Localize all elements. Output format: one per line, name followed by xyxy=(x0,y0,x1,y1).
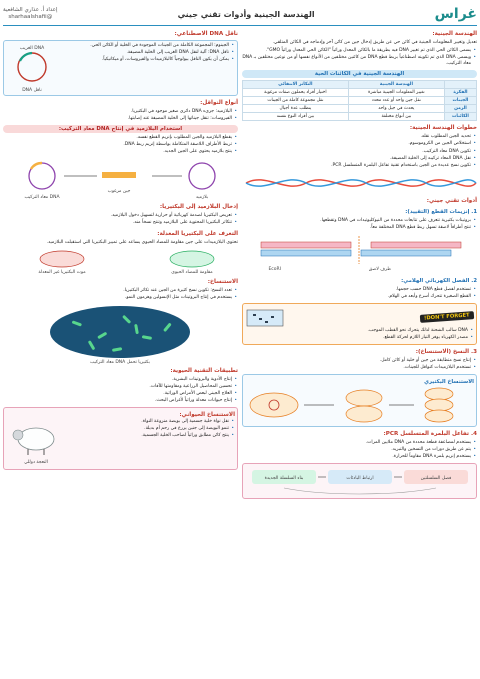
list-item: • تنمو البويضة إلى جنين يزرع في رحم أم بديلة. xyxy=(69,426,229,432)
cloning-diagram-title: الاستنساخ البكتيري xyxy=(424,379,474,386)
list-item: • يسمى الكائن الحي الذي تم تغيير DNA فيه بطريقة ما بالكائن المعدل وراثياً "الكائن الحي المعدل وراثياً GMO". xyxy=(242,48,471,54)
table-cell: اختيار أفراد يحملون صفات مرغوبة xyxy=(243,89,349,97)
enzyme-label: EcoRI xyxy=(268,266,281,272)
restriction-cut-diagram xyxy=(242,234,477,274)
cloning-points xyxy=(242,358,477,372)
list-item: • تعدد النسخ: تكوين نسخ كثيرة من الجين عند تكاثر البكتيريا. xyxy=(3,288,232,294)
table-cell: تغيير المعلومات الجينية مباشرة xyxy=(348,89,444,97)
list-item: • إنتاج حيوانات معدلة وراثياً لأغراض البحث. xyxy=(3,398,232,404)
list-item: • يستخدم في إنتاج البروتينات مثل الإنسولين وهرمون النمو. xyxy=(3,295,232,301)
list-item: • يقطع البلازميد والجين المطلوب بإنزيم القطع نفسه. xyxy=(3,135,232,141)
steps-list xyxy=(242,134,477,169)
plasmid-banner: استخدام البلازميد في إنتاج DNA معاد التركيب: xyxy=(3,125,238,133)
list-item: • البلازميد: جزيء DNA دائري صغير موجود في البكتيريا. xyxy=(3,109,232,115)
table-cell: نقل جين واحد أو عدد محدد xyxy=(348,97,444,105)
list-item: • بروتينات بكتيرية تتعرف على تتابعات محددة من النيوكليوتيدات في DNA وتقطعها. xyxy=(242,218,471,224)
recombinant-label: DNA معاد التركيب xyxy=(24,195,60,201)
selection-diagram xyxy=(3,249,238,275)
page-title: الهندسة الجينية وأدوات تقني جيني xyxy=(177,9,315,19)
pcr-step-extend: بناء السلسلة الجديدة xyxy=(264,476,304,482)
list-item: • تربط الأطراف اللاصقة المتكاملة بواسطة إنزيم ربط DNA. xyxy=(3,142,232,148)
gel-points xyxy=(242,287,477,301)
genetic-engineering-points xyxy=(242,48,477,68)
section-genetic-engineering-title: الهندسة الجينية: xyxy=(432,31,477,37)
author-info xyxy=(3,7,58,20)
list-item: • إنتاج نسخ متطابقة من جين أو خلية أو كائن كامل. xyxy=(242,358,471,364)
list-item: • الجينوم: المجموعة الكاملة من الجينات الموجودة في الخلية أو الكائن الحي. xyxy=(61,43,229,49)
vector-types-points xyxy=(3,109,238,123)
gene-label: جين مرغوب xyxy=(107,189,131,195)
list-item: • يتم عن طريق دورات من التسخين والتبريد. xyxy=(242,447,471,453)
pcr-steps-box xyxy=(242,463,477,499)
section-cloning-title: 3. النسخ (الاستنساخ): xyxy=(415,349,477,356)
list-item: • يستخدم إنزيم بلمرة DNA مقاوماً للحرارة. xyxy=(242,454,471,460)
pcr-points xyxy=(242,440,477,461)
list-item: • ينتج كائن مطابق وراثياً لصاحب الخلية الجسمية. xyxy=(69,433,229,439)
right-column xyxy=(242,29,477,676)
plasmid-label: بلازميد xyxy=(195,195,209,201)
vector-box xyxy=(3,40,238,96)
animal-cloning-box xyxy=(3,407,238,470)
list-item: • نقل DNA المعاد تركيبه إلى الخلية المضيفة. xyxy=(242,156,471,162)
table-header: التكاثر الانتقائي xyxy=(243,81,349,89)
applications-points xyxy=(3,377,238,405)
gel-apparatus-icon xyxy=(245,306,285,328)
section-transformation-title: إدخال البلازميد إلى البكتيريا: xyxy=(159,204,238,211)
list-item: • تكوين DNA معاد التركيب. xyxy=(242,149,471,155)
list-item: • تنتج أطرافاً لاصقة تسهل ربط قطع DNA المختلفة معاً. xyxy=(242,225,471,231)
table-cell: يحدث في جيل واحد xyxy=(348,105,444,113)
sticky-end-label: طرف لاصق xyxy=(368,266,391,272)
table-row-label: الجينات xyxy=(444,97,476,105)
list-item: • تستخدم لفصل قطع DNA حسب حجمها. xyxy=(242,287,471,293)
microscope-label: بكتيريا تحمل DNA معاد التركيب xyxy=(90,359,150,364)
list-item: • مصدر الكهرباء يوفر التيار اللازم لحركة القطع. xyxy=(245,335,468,341)
foreign-dna-label: DNA الغريب xyxy=(19,46,45,51)
replication-points xyxy=(3,288,238,302)
bacterial-cloning-diagram xyxy=(244,386,474,424)
cloning-diagram-box xyxy=(242,374,477,427)
vector-label: ناقل DNA xyxy=(22,88,42,93)
pcr-steps-diagram xyxy=(244,466,474,496)
list-item: • ينتج بلازميد يحتوي على الجين الجديد. xyxy=(3,149,232,155)
author-handle: @sharhaalshafii xyxy=(8,14,53,20)
transformation-points xyxy=(3,213,238,227)
restriction-enzymes-points xyxy=(242,218,477,232)
table-corner xyxy=(444,81,476,89)
brand-logo: غراس xyxy=(434,6,477,22)
section-pcr-title: 4. تفاعل البلمرة المتسلسل PCR: xyxy=(383,431,477,438)
restriction-enzymes-title: 1. إنزيمات القطع (التقييد): xyxy=(405,208,477,215)
microscope-bacteria-image xyxy=(3,304,238,364)
list-item: • تحديد الجين المطلوب نقله. xyxy=(242,134,471,140)
list-item: • DNA سالب الشحنة لذلك يتحرك نحو القطب الموجب. xyxy=(245,328,468,334)
dna-helix-diagram xyxy=(242,172,477,194)
list-item: • يستخدم لمضاعفة قطعة محددة من DNA ملايين المرات. xyxy=(242,440,471,446)
comparison-banner: الهندسة الجينية في الكائنات الحية xyxy=(242,70,477,78)
list-item: • تستخدم البلازميدات كنواقل للجينات. xyxy=(242,365,471,371)
section-tools-title: أدوات تقني جيني: xyxy=(426,197,477,204)
vector-points xyxy=(61,43,235,93)
plasmid-points xyxy=(3,135,238,156)
pcr-step-anneal: ارتباط البادئات xyxy=(346,476,374,482)
list-item: • ويسمى DNA الذي تم تكوينه اصطناعياً بربط قطع DNA من كائنين مختلفين من الأنواع نفسها أو من نوعين مختلفين بـ DNA معاد التركيب. xyxy=(242,55,471,67)
list-item: • العلاج الجيني لبعض الأمراض الوراثية. xyxy=(3,391,232,397)
table-cell: بين أفراد النوع نفسه xyxy=(243,113,349,121)
animal-cloning-points xyxy=(69,419,235,467)
plasmid-diagram xyxy=(3,158,238,200)
list-item: • نقل نواة خلية جسمية إلى بويضة منزوعة النواة. xyxy=(69,419,229,425)
dont-forget-points xyxy=(245,328,474,341)
list-item: • الفيروسات: تنقل جيناتها إلى الخلية المضيفة عند إصابتها. xyxy=(3,116,232,122)
list-item: • إنتاج الأدوية والبروتينات البشرية. xyxy=(3,377,232,383)
list-item: • تتكاثر البكتيريا المحتوية على البلازميد وتنتج نسخاً منه. xyxy=(3,220,232,226)
vector-diagram xyxy=(6,43,58,93)
table-row-label: الفكرة xyxy=(444,89,476,97)
dont-forget-box xyxy=(242,303,477,345)
left-column xyxy=(3,29,238,676)
table-cell: نقل مجموعة كاملة من الجينات xyxy=(243,97,349,105)
genetic-engineering-definition: تعديل وتغيير المعلومات الجينية في كائن حي عن طريق إدخال جين من كائن آخر وإدماجه في الكائن المتلقي. xyxy=(272,40,477,45)
author-name: إعداد أ. عذاري الشافعية xyxy=(3,7,58,14)
list-item: • يمكن أن يكون الناقل بيولوجياً كالبلازميدات والفيروسات، أو ميكانيكياً. xyxy=(61,57,229,63)
pcr-step-denature: فصل السلسلتين xyxy=(420,476,452,482)
list-item: • ناقل DNA: آلية لنقل DNA الغريب إلى الخلية المضيفة. xyxy=(61,50,229,56)
gel-electrophoresis-title: 2. الفصل الكهربائي الهلامي: xyxy=(401,277,477,284)
table-row-label: الزمن xyxy=(444,105,476,113)
dont-forget-sticker: DON'T FORGET! xyxy=(420,311,474,323)
section-steps-title: خطوات الهندسة الجينية: xyxy=(409,125,477,132)
list-item: • القطع الصغيرة تتحرك أسرع وأبعد في الهلام. xyxy=(242,294,471,300)
table-cell: يتطلب عدة أجيال xyxy=(243,105,349,113)
section-applications-title: تطبيقات التقنية الحيوية: xyxy=(170,367,238,374)
section-replication-title: الاستنساخ: xyxy=(207,278,238,285)
sheep-label: النعجة دوللي xyxy=(24,460,48,465)
list-item: • تحسين المحاصيل الزراعية ومقاومتها للآفات. xyxy=(3,384,232,390)
table-row-label: الكائنات xyxy=(444,113,476,121)
sheep-icon xyxy=(6,419,66,467)
section-vector-types-title: أنواع النواقل: xyxy=(200,100,238,106)
section-vector-title: ناقل DNA الاصطناعي: xyxy=(174,31,238,37)
resistant-label: مقاومة للمضاد الحيوي xyxy=(171,269,213,275)
comparison-table xyxy=(242,80,477,121)
section-identification-title: التعرف على البكتيريا المعدلة: xyxy=(157,231,238,238)
table-cell: بين أنواع مختلفة xyxy=(348,113,444,121)
table-header: الهندسة الجينية xyxy=(348,81,444,89)
identification-text: تحتوي البلازميدات على جين مقاومة للمضاد الحيوي يساعد على تمييز البكتيريا التي استقبلت البلازميد. xyxy=(46,240,238,246)
dead-bacteria-label: موت البكتيريا غير المعدلة xyxy=(38,269,86,275)
list-item: • تعريض البكتيريا لصدمة كهربائية أو حرارية لتسهيل دخول البلازميد. xyxy=(3,213,232,219)
page-header xyxy=(3,3,477,26)
list-item: • تكوين نسخ عديدة من الجين باستخدام تقنية تفاعل البلمرة المتسلسل PCR. xyxy=(242,163,471,169)
section-animal-cloning-title: الاستنساخ الحيواني: xyxy=(179,412,235,418)
list-item: • استخلاص الجين من الكروموسوم. xyxy=(242,141,471,147)
